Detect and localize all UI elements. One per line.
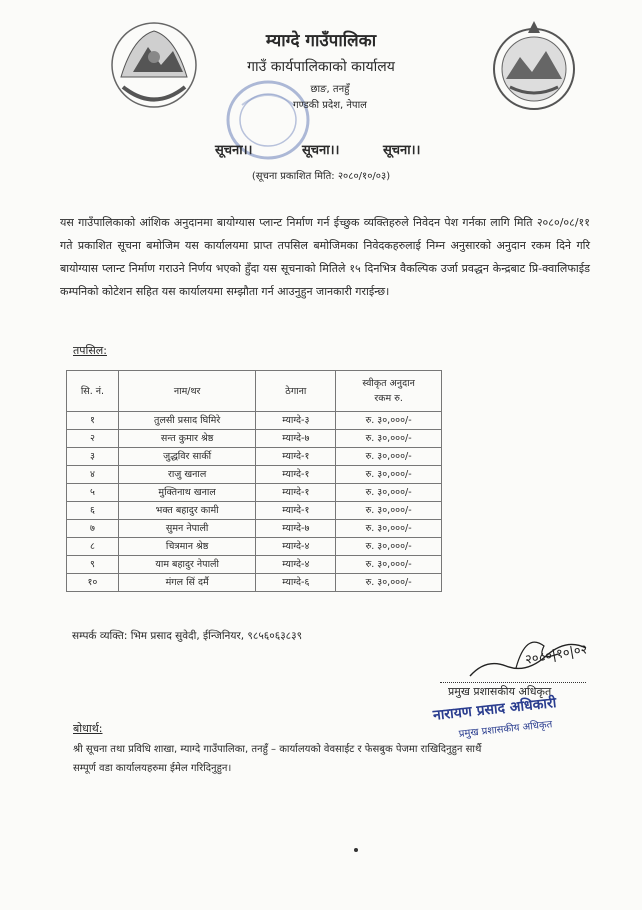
cell-name: जुद्धविर सार्की: [118, 448, 256, 466]
col-header-amount-line2: रकम रु.: [374, 393, 403, 404]
cell-amount: रु. ३०,०००/-: [336, 538, 442, 556]
cell-amount: रु. ३०,०००/-: [336, 412, 442, 430]
cell-name: मंगल सिं दर्मै: [118, 574, 256, 592]
notice-paragraph: यस गाउँपालिकाको आंशिक अनुदानमा बायोग्यास प्लान्ट निर्माण गर्न ईच्छुक व्यक्तिहरुले निवेदन पेश गर्नका लागि मिति २०८०/०८/११ गते प्रकाशित सूचना बमोजिम यस कार्यालयमा प्राप्त तपसिल बमोजिमका निवेदकहरुलाई निम्न अनुसारको अनुदान रकम दिने गरि बायोग्यास प्लान्ट निर्माण गराउने निर्णय भएको हुँदा यस सूचनाको मितिले १५ दिनभित्र वैकल्पिक उर्जा प्रवद्धन केन्द्रबाट प्रि-क्वालिफाईड कम्पनिको कोटेशन सहित यस कार्यालयमा सम्झौता गर्न आउनुहुन जानकारी गराईन्छ।: [60, 216, 590, 298]
cell-name: राजु खनाल: [118, 466, 256, 484]
col-header-name: नाम/थर: [118, 371, 256, 412]
cell-sn: ४: [67, 466, 119, 484]
beneficiary-table: [66, 370, 442, 592]
cell-name: चित्रमान श्रेष्ठ: [118, 538, 256, 556]
signatory-title: प्रमुख प्रशासकीय अधिकृत: [448, 685, 552, 698]
cell-amount: रु. ३०,०००/-: [336, 448, 442, 466]
cell-sn: १: [67, 412, 119, 430]
cell-name: सुमन नेपाली: [118, 520, 256, 538]
table-header-row: [67, 371, 442, 412]
table-row: [67, 466, 442, 484]
cell-address: म्याग्दे-७: [256, 430, 336, 448]
notice-word-1: सूचना।।: [215, 143, 253, 158]
cell-amount: रु. ३०,०००/-: [336, 556, 442, 574]
bodharth-line-1: श्री सूचना तथा प्रविधि शाखा, म्याग्दे गाउँपालिका, तनहुँ – कार्यालयको वेवसाईट र फेसबुक पेजमा राखिदिनुहुन सार्थै: [73, 744, 482, 755]
cell-address: म्याग्दे-१: [256, 466, 336, 484]
cell-address: म्याग्दे-४: [256, 556, 336, 574]
cell-name: याम बहादुर नेपाली: [118, 556, 256, 574]
org-name: म्याग्दे गाउँपालिका: [265, 31, 377, 51]
table-row: [67, 520, 442, 538]
office-name: गाउँ कार्यपालिकाको कार्यालय: [247, 59, 395, 75]
cell-sn: ८: [67, 538, 119, 556]
cell-sn: ५: [67, 484, 119, 502]
col-header-sn: सि. नं.: [67, 371, 119, 412]
table-row: [67, 538, 442, 556]
cell-name: सन्त कुमार श्रेष्ठ: [118, 430, 256, 448]
table-row: [67, 484, 442, 502]
notice-word-2: सूचना।।: [302, 143, 340, 158]
cell-amount: रु. ३०,०००/-: [336, 520, 442, 538]
cell-address: म्याग्दे-१: [256, 484, 336, 502]
table-row: [67, 502, 442, 520]
bodharth-line-2: सम्पूर्ण वडा कार्यालयहरुमा ईमेल गरिदिनुहुन।: [73, 763, 232, 774]
address-line-1: छाङ, तनहुँ: [310, 84, 350, 95]
cell-address: म्याग्दे-१: [256, 502, 336, 520]
cell-sn: ३: [67, 448, 119, 466]
handwritten-signature-icon: [466, 628, 638, 684]
cell-sn: १०: [67, 574, 119, 592]
signature-date: २०८०|१०|०२: [524, 642, 589, 668]
stamp-name: नारायण प्रसाद अधिकारी: [432, 695, 558, 724]
cell-name: तुलसी प्रसाद घिमिरे: [118, 412, 256, 430]
address-line-2: गण्डकी प्रदेश, नेपाल: [293, 100, 367, 111]
cell-sn: ६: [67, 502, 119, 520]
col-header-address: ठेगाना: [256, 371, 336, 412]
table-row: [67, 448, 442, 466]
cell-address: म्याग्दे-१: [256, 448, 336, 466]
notice-word-3: सूचना।।: [383, 143, 421, 158]
cell-address: म्याग्दे-४: [256, 538, 336, 556]
signature-dotted-line: [440, 682, 586, 683]
col-header-amount: [336, 371, 442, 412]
stamp-designation: प्रमुख प्रशासकीय अधिकृत: [458, 719, 553, 740]
cell-sn: ७: [67, 520, 119, 538]
cell-amount: रु. ३०,०००/-: [336, 574, 442, 592]
bodharth-heading: बोधार्थ:: [73, 722, 103, 735]
table-row: [67, 430, 442, 448]
publish-date: (सूचना प्रकाशित मिति: २०८०/१०/०३): [251, 171, 391, 182]
table-row: [67, 556, 442, 574]
cell-address: म्याग्दे-७: [256, 520, 336, 538]
cell-amount: रु. ३०,०००/-: [336, 502, 442, 520]
cell-name: मुक्तिनाथ खनाल: [118, 484, 256, 502]
cell-sn: २: [67, 430, 119, 448]
cell-address: म्याग्दे-३: [256, 412, 336, 430]
cell-name: भक्त बहादुर कामी: [118, 502, 256, 520]
cell-amount: रु. ३०,०००/-: [336, 484, 442, 502]
cell-amount: रु. ३०,०००/-: [336, 466, 442, 484]
tapasil-heading: तपसिल:: [73, 344, 107, 357]
cell-sn: ९: [67, 556, 119, 574]
cell-address: म्याग्दे-६: [256, 574, 336, 592]
page-dot-mark: [354, 848, 358, 852]
table-row: [67, 412, 442, 430]
cell-amount: रु. ३०,०००/-: [336, 430, 442, 448]
col-header-amount-line1: स्वीकृत अनुदान: [362, 378, 415, 389]
contact-person: सम्पर्क व्यक्ति: भिम प्रसाद सुवेदी, ईन्जिनियर, ९८५६०६३८३९: [72, 630, 303, 642]
table-row: [67, 574, 442, 592]
